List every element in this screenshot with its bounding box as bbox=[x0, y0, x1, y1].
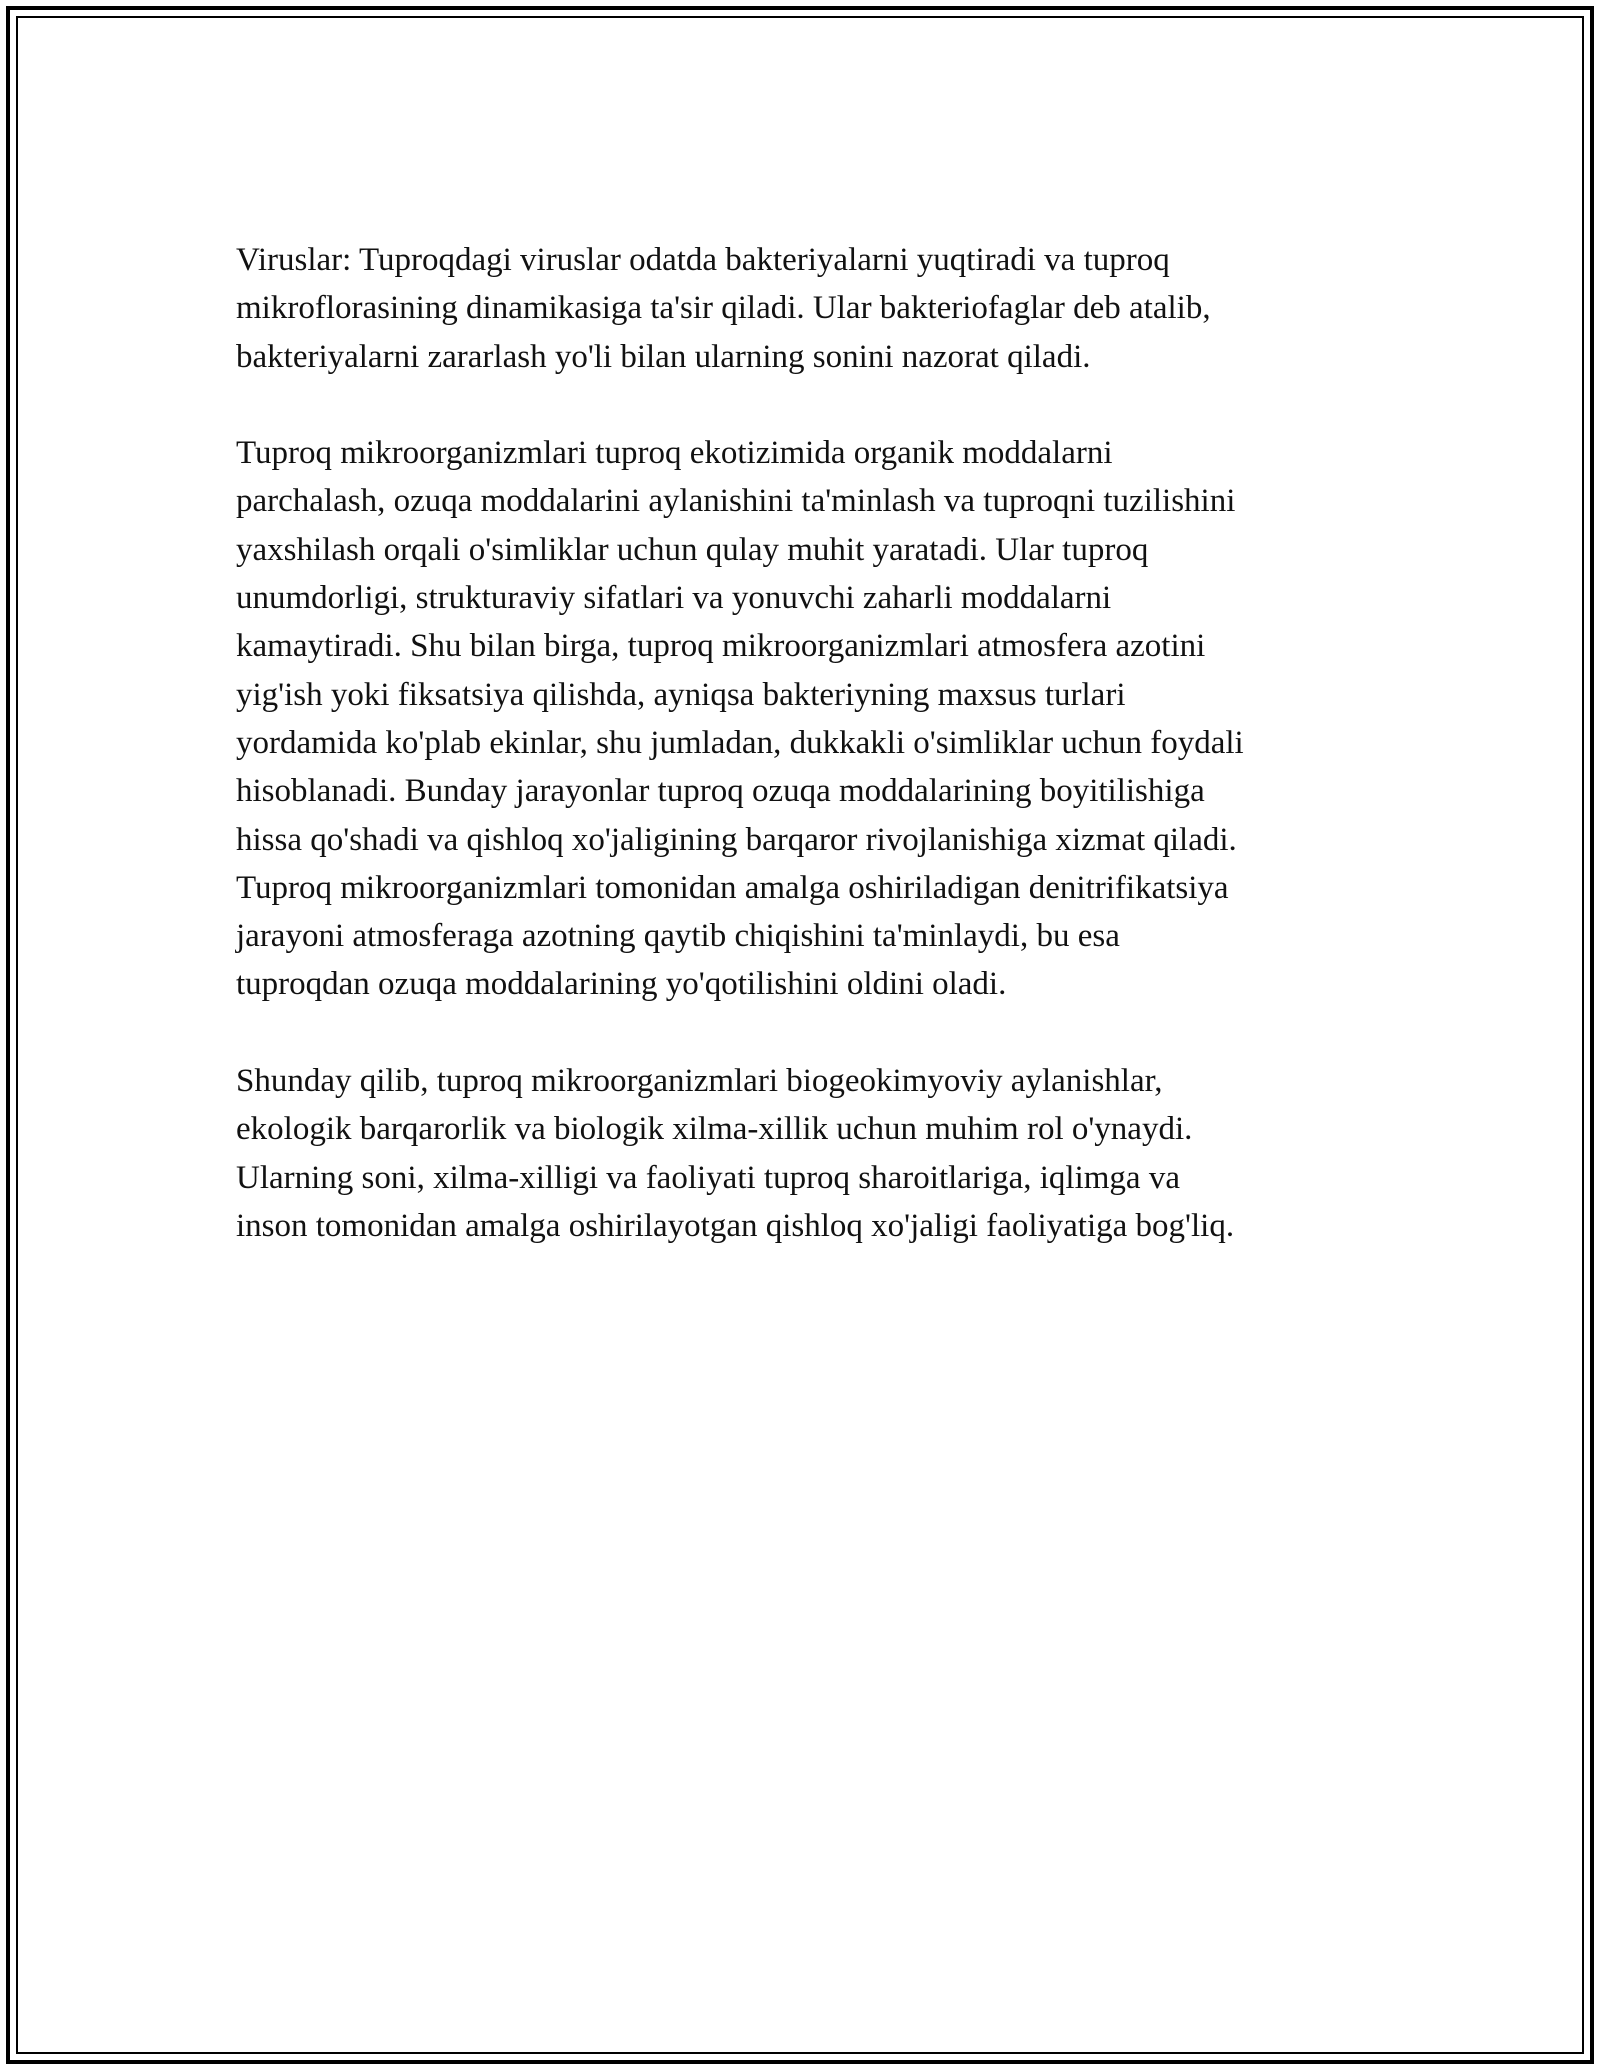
paragraph-microorganisms-role: Tuproq mikroorganizmlari tuproq ekotizimida organik moddalarni parchalash, ozuqa moddalarini aylanishini ta'minlash va tuproqni tuzilishini yaxshilash orqali o'simliklar uchun qulay muhit yaratadi. Ular tuproq unumdorligi, strukturaviy sifatlari va yonuvchi zaharli moddalarni kamaytiradi. Shu bilan birga, tuproq mikroorganizmlari atmosfera azotini yig'ish yoki fiksatsiya qilishda, ayniqsa bakteriyning maxsus turlari yordamida ko'plab ekinlar, shu jumladan, dukkakli o'simliklar uchun foydali hisoblanadi. Bunday jarayonlar tuproq ozuqa moddalarining boyitilishiga hissa qo'shadi va qishloq xo'jaligining barqaror rivojlanishiga xizmat qiladi. Tuproq mikroorganizmlari tomonidan amalga oshiriladigan denitrifikatsiya jarayoni atmosferaga azotning qaytib chiqishini ta'minlaydi, bu esa tuproqdan ozuqa moddalarining yo'qotilishini oldini oladi. bbox=[236, 435, 1244, 1003]
paragraph-conclusion: Shunday qilib, tuproq mikroorganizmlari biogeokimyoviy aylanishlar, ekologik barqarorlik va biologik xilma-xillik uchun muhim rol o'ynaydi. Ularning soni, xilma-xilligi va faoliyati tuproq sharoitlariga, iqlimga va inson tomonidan amalga oshirilayotgan qishloq xo'jaligi faoliyatiga bog'liq. bbox=[236, 1063, 1235, 1244]
document-body bbox=[236, 236, 1366, 1299]
paragraph-viruslar: Viruslar: Tuproqdagi viruslar odatda bakteriyalarni yuqtiradi va tuproq mikroflorasining dinamikasiga ta'sir qiladi. Ular bakteriofaglar deb atalib, bakteriyalarni zararlash yo'li bilan ularning sonini nazorat qiladi. bbox=[236, 242, 1211, 375]
